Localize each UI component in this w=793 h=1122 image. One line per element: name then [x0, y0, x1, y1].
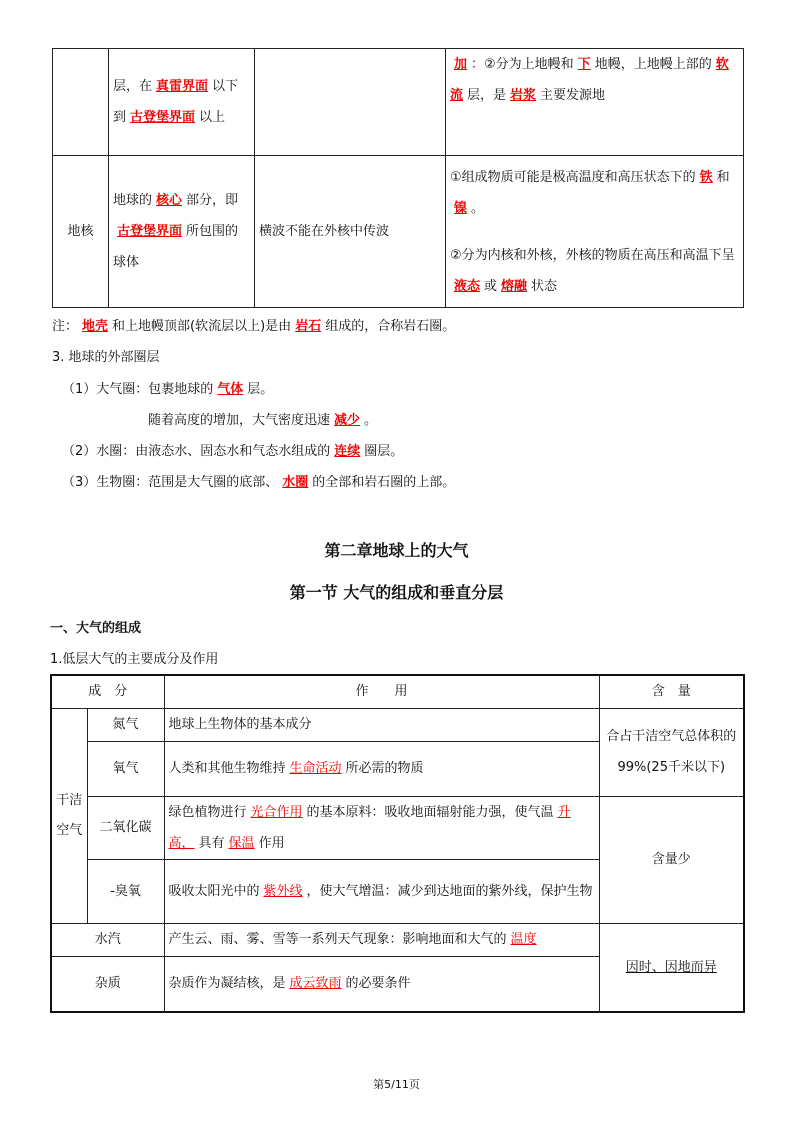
text-segment: （2）水圈：由液态水、固态水和气态水组成的	[62, 444, 331, 459]
answer-blank: 熔融	[501, 278, 528, 294]
header-function: 作 用	[164, 675, 599, 708]
answer-blank: 古登堡界面	[130, 110, 196, 125]
text-segment: 地幔，上地幔上部的	[594, 57, 712, 72]
answer-blank: 生命活动	[289, 761, 342, 776]
header-component: 成 分	[51, 675, 164, 708]
core-wave-cell: 横波不能在外核中传波	[255, 156, 446, 308]
table-row	[53, 156, 744, 308]
text-segment: 产生云、雨、雾、雪等一系列天气现象：影响地面和大气的	[168, 932, 507, 947]
text-segment: 所包围的球体	[113, 224, 239, 270]
text-segment: 。	[471, 200, 485, 216]
answer-blank: 核心	[156, 193, 183, 208]
text-segment: 作用	[258, 835, 285, 851]
answer-blank: 真雷界面	[156, 79, 209, 94]
component-function	[164, 741, 599, 796]
text-segment: 杂质作为凝结核，是	[168, 976, 286, 992]
component-function	[164, 859, 599, 923]
answer-blank: 保温	[228, 835, 255, 851]
text-segment: 以上	[199, 110, 226, 125]
answer-blank: 成云致雨	[289, 976, 342, 992]
cell-empty	[255, 49, 446, 156]
text-segment: 的必要条件	[345, 976, 411, 992]
answer-blank: 地壳	[82, 319, 109, 334]
text-segment: ，使大气增温：减少到达地面的紫外线，保护生物	[306, 883, 593, 899]
mantle-boundary-cell	[109, 49, 255, 156]
text-segment: 绿色植物进行	[168, 804, 247, 820]
core-label: 地核	[53, 156, 109, 308]
component-name: 氮气	[87, 708, 164, 741]
text-segment: 。	[364, 413, 378, 428]
answer-blank: 古登堡界面	[117, 224, 183, 239]
table-row	[51, 796, 744, 859]
subsection-subheading: 1.低层大气的主要成分及作用	[50, 652, 219, 667]
lithosphere-note	[52, 315, 455, 334]
text-segment: （3）生物圈：范围是大气圈的底部、	[62, 475, 279, 490]
answer-blank: 水圈	[282, 475, 309, 490]
component-name: 杂质	[51, 956, 164, 1012]
answer-blank: 光合作用	[250, 804, 303, 820]
text-segment: 和上地幔顶部(软流层以上)是由	[112, 319, 292, 334]
mantle-desc-cell	[446, 49, 744, 156]
component-name: 氧气	[87, 741, 164, 796]
answer-blank: 软流	[450, 57, 729, 103]
text-segment: （1）大气圈：包裹地球的	[62, 382, 214, 397]
text-segment: ①组成物质可能是极高温度和高压状态下的	[450, 169, 696, 185]
text-segment: ：②分为上地幔和	[471, 57, 574, 72]
answer-blank: 升高，	[168, 804, 571, 851]
component-name: 水汽	[51, 923, 164, 956]
answer-blank: 镍	[454, 200, 468, 216]
section-title: 第一节 大气的组成和垂直分层	[289, 583, 504, 602]
dry-air-label: 干洁空气	[51, 708, 87, 923]
answer-blank: 加	[454, 57, 468, 72]
core-desc-cell	[446, 156, 744, 308]
earth-interior-table	[52, 48, 744, 308]
text-segment: 层。	[247, 382, 274, 397]
answer-blank: 连续	[334, 444, 361, 459]
text-segment: 的全部和岩石圈的上部。	[312, 475, 456, 490]
text-segment: 人类和其他生物维持	[168, 761, 286, 776]
answer-blank: 液态	[454, 278, 481, 294]
core-structure	[450, 240, 739, 302]
text-segment: 所必需的物质	[345, 761, 424, 776]
answer-blank: 岩浆	[510, 88, 537, 103]
text-segment: 主要发源地	[540, 88, 606, 103]
biosphere-item	[62, 471, 455, 490]
text-segment: 地球上生物体的基本成分	[168, 717, 312, 732]
cell-empty	[53, 49, 109, 156]
text-segment: 吸收太阳光中的	[168, 883, 260, 899]
hydrosphere-item	[62, 440, 403, 459]
section-heading-3: 3. 地球的外部圈层	[52, 350, 160, 365]
component-name: 二氧化碳	[87, 796, 164, 859]
table-row	[53, 49, 744, 156]
component-function	[164, 956, 599, 1012]
text-segment: 和	[716, 169, 730, 185]
answer-blank: 温度	[510, 932, 537, 947]
answer-blank: 减少	[334, 413, 361, 428]
answer-blank: 气体	[217, 382, 244, 397]
atmosphere-density	[148, 409, 377, 428]
component-name: -臭氧	[87, 859, 164, 923]
subsection-heading: 一、大气的组成	[50, 621, 142, 636]
atmosphere-composition-table	[50, 674, 745, 1013]
text-segment: 组成的，合称岩石圈。	[325, 319, 456, 334]
text-segment: 状态	[531, 278, 558, 294]
text-segment: 圈层。	[364, 444, 404, 459]
page-number: 第5/11页	[373, 1078, 420, 1091]
content-variable: 因时、因地而异	[599, 923, 744, 1012]
component-function	[164, 708, 599, 741]
table-row	[51, 923, 744, 956]
text-segment: 或	[484, 278, 498, 294]
table-row	[51, 708, 744, 741]
text-segment: 随着高度的增加，大气密度迅速	[148, 413, 331, 428]
text-segment: 具有	[198, 835, 225, 851]
text-segment: 的基本原料：吸收地面辐射能力强，使气温	[306, 804, 554, 820]
header-content: 含 量	[599, 675, 744, 708]
core-range-cell	[109, 156, 255, 308]
atmosphere-item	[62, 378, 273, 397]
content-small: 含量少	[599, 796, 744, 923]
answer-blank: 铁	[699, 169, 713, 185]
answer-blank: 下	[577, 57, 591, 72]
component-function	[164, 796, 599, 859]
content-dry-air: 合占干洁空气总体积的99%(25千米以下)	[599, 708, 744, 796]
text-segment: 层，是	[467, 88, 507, 103]
text-segment: 层，在	[113, 79, 153, 94]
component-function	[164, 923, 599, 956]
text-segment: ②分为内核和外核，外核的物质在高压和高温下呈	[450, 247, 735, 263]
text-segment: 地球的	[113, 193, 153, 208]
text-segment: 注：	[52, 319, 79, 334]
answer-blank: 紫外线	[263, 883, 303, 899]
answer-blank: 岩石	[295, 319, 322, 334]
text-segment: 部分，即	[186, 193, 239, 208]
table-header-row	[51, 675, 744, 708]
core-composition	[450, 162, 739, 224]
chapter-title: 第二章地球上的大气	[324, 541, 469, 560]
text-segment: 以下到	[113, 79, 239, 125]
